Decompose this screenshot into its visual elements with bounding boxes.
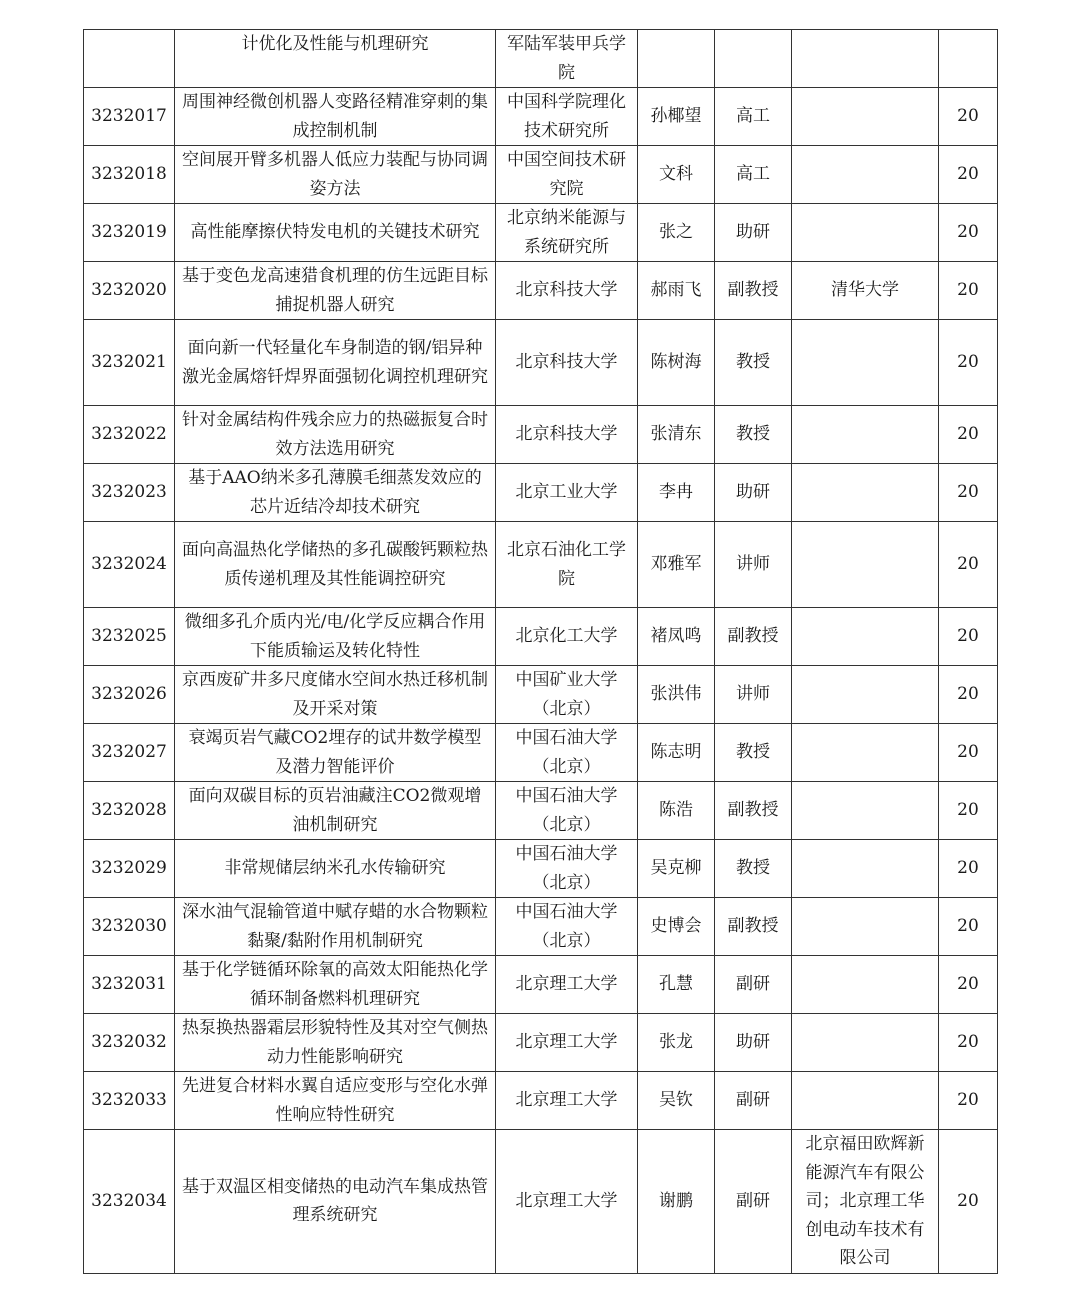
amount-cell bbox=[939, 30, 998, 88]
organization-cell: 北京纳米能源与系统研究所 bbox=[496, 204, 638, 262]
table-row bbox=[84, 406, 998, 464]
rank-cell: 副教授 bbox=[715, 262, 792, 320]
leader-cell: 邓雅军 bbox=[638, 522, 715, 608]
organization-cell: 军陆军装甲兵学院 bbox=[496, 30, 638, 88]
partner-cell bbox=[792, 956, 939, 1014]
table-row bbox=[84, 30, 998, 88]
project-title-cell: 基于双温区相变储热的电动汽车集成热管理系统研究 bbox=[175, 1130, 496, 1274]
rank-cell: 教授 bbox=[715, 724, 792, 782]
project-id-cell: 3232026 bbox=[84, 666, 175, 724]
rank-cell: 高工 bbox=[715, 146, 792, 204]
organization-cell: 中国石油大学（北京） bbox=[496, 840, 638, 898]
leader-cell: 张清东 bbox=[638, 406, 715, 464]
partner-cell bbox=[792, 666, 939, 724]
project-id-cell: 3232027 bbox=[84, 724, 175, 782]
organization-cell: 北京科技大学 bbox=[496, 320, 638, 406]
amount-cell: 20 bbox=[939, 522, 998, 608]
organization-cell: 北京科技大学 bbox=[496, 262, 638, 320]
table-row bbox=[84, 88, 998, 146]
amount-cell: 20 bbox=[939, 262, 998, 320]
partner-cell bbox=[792, 146, 939, 204]
table-row bbox=[84, 320, 998, 406]
project-title-cell: 深水油气混输管道中赋存蜡的水合物颗粒黏聚/黏附作用机制研究 bbox=[175, 898, 496, 956]
organization-cell: 北京石油化工学院 bbox=[496, 522, 638, 608]
leader-cell: 张之 bbox=[638, 204, 715, 262]
project-title-cell: 针对金属结构件残余应力的热磁振复合时效方法选用研究 bbox=[175, 406, 496, 464]
rank-cell: 教授 bbox=[715, 320, 792, 406]
project-title-cell: 京西废矿井多尺度储水空间水热迁移机制及开采对策 bbox=[175, 666, 496, 724]
project-title-cell: 非常规储层纳米孔水传输研究 bbox=[175, 840, 496, 898]
project-id-cell: 3232029 bbox=[84, 840, 175, 898]
project-id-cell: 3232034 bbox=[84, 1130, 175, 1274]
table-row bbox=[84, 840, 998, 898]
table-row bbox=[84, 666, 998, 724]
leader-cell: 李冉 bbox=[638, 464, 715, 522]
project-id-cell bbox=[84, 30, 175, 88]
partner-cell: 清华大学 bbox=[792, 262, 939, 320]
project-id-cell: 3232024 bbox=[84, 522, 175, 608]
leader-cell: 褚凤鸣 bbox=[638, 608, 715, 666]
project-title-cell: 面向新一代轻量化车身制造的钢/铝异种激光金属熔钎焊界面强韧化调控机理研究 bbox=[175, 320, 496, 406]
rank-cell: 助研 bbox=[715, 464, 792, 522]
leader-cell: 谢鹏 bbox=[638, 1130, 715, 1274]
table-row bbox=[84, 1014, 998, 1072]
leader-cell: 孔慧 bbox=[638, 956, 715, 1014]
amount-cell: 20 bbox=[939, 320, 998, 406]
project-title-cell: 空间展开臂多机器人低应力装配与协同调姿方法 bbox=[175, 146, 496, 204]
organization-cell: 中国石油大学（北京） bbox=[496, 898, 638, 956]
project-id-cell: 3232017 bbox=[84, 88, 175, 146]
project-id-cell: 3232028 bbox=[84, 782, 175, 840]
amount-cell: 20 bbox=[939, 956, 998, 1014]
organization-cell: 北京理工大学 bbox=[496, 1072, 638, 1130]
partner-cell bbox=[792, 1072, 939, 1130]
amount-cell: 20 bbox=[939, 406, 998, 464]
project-title-cell: 基于化学链循环除氧的高效太阳能热化学循环制备燃料机理研究 bbox=[175, 956, 496, 1014]
rank-cell: 讲师 bbox=[715, 666, 792, 724]
amount-cell: 20 bbox=[939, 464, 998, 522]
table-row bbox=[84, 782, 998, 840]
table-row bbox=[84, 146, 998, 204]
project-title-cell: 面向高温热化学储热的多孔碳酸钙颗粒热质传递机理及其性能调控研究 bbox=[175, 522, 496, 608]
partner-cell bbox=[792, 522, 939, 608]
amount-cell: 20 bbox=[939, 146, 998, 204]
rank-cell: 教授 bbox=[715, 840, 792, 898]
organization-cell: 北京理工大学 bbox=[496, 956, 638, 1014]
organization-cell: 中国矿业大学（北京） bbox=[496, 666, 638, 724]
rank-cell: 副教授 bbox=[715, 898, 792, 956]
project-id-cell: 3232020 bbox=[84, 262, 175, 320]
leader-cell bbox=[638, 30, 715, 88]
project-id-cell: 3232031 bbox=[84, 956, 175, 1014]
organization-cell: 中国科学院理化技术研究所 bbox=[496, 88, 638, 146]
amount-cell: 20 bbox=[939, 666, 998, 724]
leader-cell: 张洪伟 bbox=[638, 666, 715, 724]
leader-cell: 文科 bbox=[638, 146, 715, 204]
project-id-cell: 3232025 bbox=[84, 608, 175, 666]
project-id-cell: 3232021 bbox=[84, 320, 175, 406]
table-row bbox=[84, 204, 998, 262]
project-id-cell: 3232018 bbox=[84, 146, 175, 204]
amount-cell: 20 bbox=[939, 1130, 998, 1274]
project-title-cell: 面向双碳目标的页岩油藏注CO2微观增油机制研究 bbox=[175, 782, 496, 840]
organization-cell: 北京科技大学 bbox=[496, 406, 638, 464]
leader-cell: 郝雨飞 bbox=[638, 262, 715, 320]
leader-cell: 吴钦 bbox=[638, 1072, 715, 1130]
partner-cell bbox=[792, 724, 939, 782]
project-id-cell: 3232030 bbox=[84, 898, 175, 956]
table-row bbox=[84, 522, 998, 608]
project-table-body bbox=[84, 30, 998, 1274]
project-title-cell: 衰竭页岩气藏CO2埋存的试井数学模型及潜力智能评价 bbox=[175, 724, 496, 782]
amount-cell: 20 bbox=[939, 782, 998, 840]
rank-cell: 副研 bbox=[715, 1072, 792, 1130]
project-title-cell: 计优化及性能与机理研究 bbox=[175, 30, 496, 88]
partner-cell bbox=[792, 840, 939, 898]
project-id-cell: 3232033 bbox=[84, 1072, 175, 1130]
organization-cell: 中国石油大学（北京） bbox=[496, 782, 638, 840]
leader-cell: 孙椰望 bbox=[638, 88, 715, 146]
leader-cell: 陈树海 bbox=[638, 320, 715, 406]
leader-cell: 史博会 bbox=[638, 898, 715, 956]
table-row bbox=[84, 724, 998, 782]
rank-cell: 副教授 bbox=[715, 608, 792, 666]
partner-cell bbox=[792, 608, 939, 666]
partner-cell bbox=[792, 464, 939, 522]
rank-cell: 副研 bbox=[715, 1130, 792, 1274]
partner-cell bbox=[792, 406, 939, 464]
leader-cell: 陈浩 bbox=[638, 782, 715, 840]
project-title-cell: 热泵换热器霜层形貌特性及其对空气侧热动力性能影响研究 bbox=[175, 1014, 496, 1072]
rank-cell bbox=[715, 30, 792, 88]
partner-cell: 北京福田欧辉新能源汽车有限公司；北京理工华创电动车技术有限公司 bbox=[792, 1130, 939, 1274]
leader-cell: 陈志明 bbox=[638, 724, 715, 782]
project-title-cell: 先进复合材料水翼自适应变形与空化水弹性响应特性研究 bbox=[175, 1072, 496, 1130]
project-table bbox=[83, 29, 998, 1274]
rank-cell: 教授 bbox=[715, 406, 792, 464]
project-id-cell: 3232019 bbox=[84, 204, 175, 262]
project-id-cell: 3232032 bbox=[84, 1014, 175, 1072]
amount-cell: 20 bbox=[939, 1072, 998, 1130]
rank-cell: 副研 bbox=[715, 956, 792, 1014]
table-row bbox=[84, 1130, 998, 1274]
rank-cell: 助研 bbox=[715, 1014, 792, 1072]
amount-cell: 20 bbox=[939, 88, 998, 146]
amount-cell: 20 bbox=[939, 724, 998, 782]
project-id-cell: 3232023 bbox=[84, 464, 175, 522]
leader-cell: 吴克柳 bbox=[638, 840, 715, 898]
project-title-cell: 基于变色龙高速猎食机理的仿生远距目标捕捉机器人研究 bbox=[175, 262, 496, 320]
table-row bbox=[84, 608, 998, 666]
table-row bbox=[84, 1072, 998, 1130]
rank-cell: 讲师 bbox=[715, 522, 792, 608]
partner-cell bbox=[792, 30, 939, 88]
partner-cell bbox=[792, 782, 939, 840]
organization-cell: 北京工业大学 bbox=[496, 464, 638, 522]
amount-cell: 20 bbox=[939, 840, 998, 898]
amount-cell: 20 bbox=[939, 204, 998, 262]
project-title-cell: 周围神经微创机器人变路径精准穿刺的集成控制机制 bbox=[175, 88, 496, 146]
organization-cell: 中国空间技术研究院 bbox=[496, 146, 638, 204]
organization-cell: 北京理工大学 bbox=[496, 1014, 638, 1072]
project-id-cell: 3232022 bbox=[84, 406, 175, 464]
amount-cell: 20 bbox=[939, 898, 998, 956]
partner-cell bbox=[792, 204, 939, 262]
organization-cell: 中国石油大学（北京） bbox=[496, 724, 638, 782]
project-title-cell: 高性能摩擦伏特发电机的关键技术研究 bbox=[175, 204, 496, 262]
table-row bbox=[84, 262, 998, 320]
project-title-cell: 基于AAO纳米多孔薄膜毛细蒸发效应的芯片近结冷却技术研究 bbox=[175, 464, 496, 522]
table-row bbox=[84, 898, 998, 956]
project-title-cell: 微细多孔介质内光/电/化学反应耦合作用下能质输运及转化特性 bbox=[175, 608, 496, 666]
table-row bbox=[84, 956, 998, 1014]
organization-cell: 北京化工大学 bbox=[496, 608, 638, 666]
table-row bbox=[84, 464, 998, 522]
organization-cell: 北京理工大学 bbox=[496, 1130, 638, 1274]
leader-cell: 张龙 bbox=[638, 1014, 715, 1072]
rank-cell: 副教授 bbox=[715, 782, 792, 840]
rank-cell: 高工 bbox=[715, 88, 792, 146]
partner-cell bbox=[792, 320, 939, 406]
partner-cell bbox=[792, 898, 939, 956]
amount-cell: 20 bbox=[939, 1014, 998, 1072]
rank-cell: 助研 bbox=[715, 204, 792, 262]
partner-cell bbox=[792, 1014, 939, 1072]
partner-cell bbox=[792, 88, 939, 146]
amount-cell: 20 bbox=[939, 608, 998, 666]
